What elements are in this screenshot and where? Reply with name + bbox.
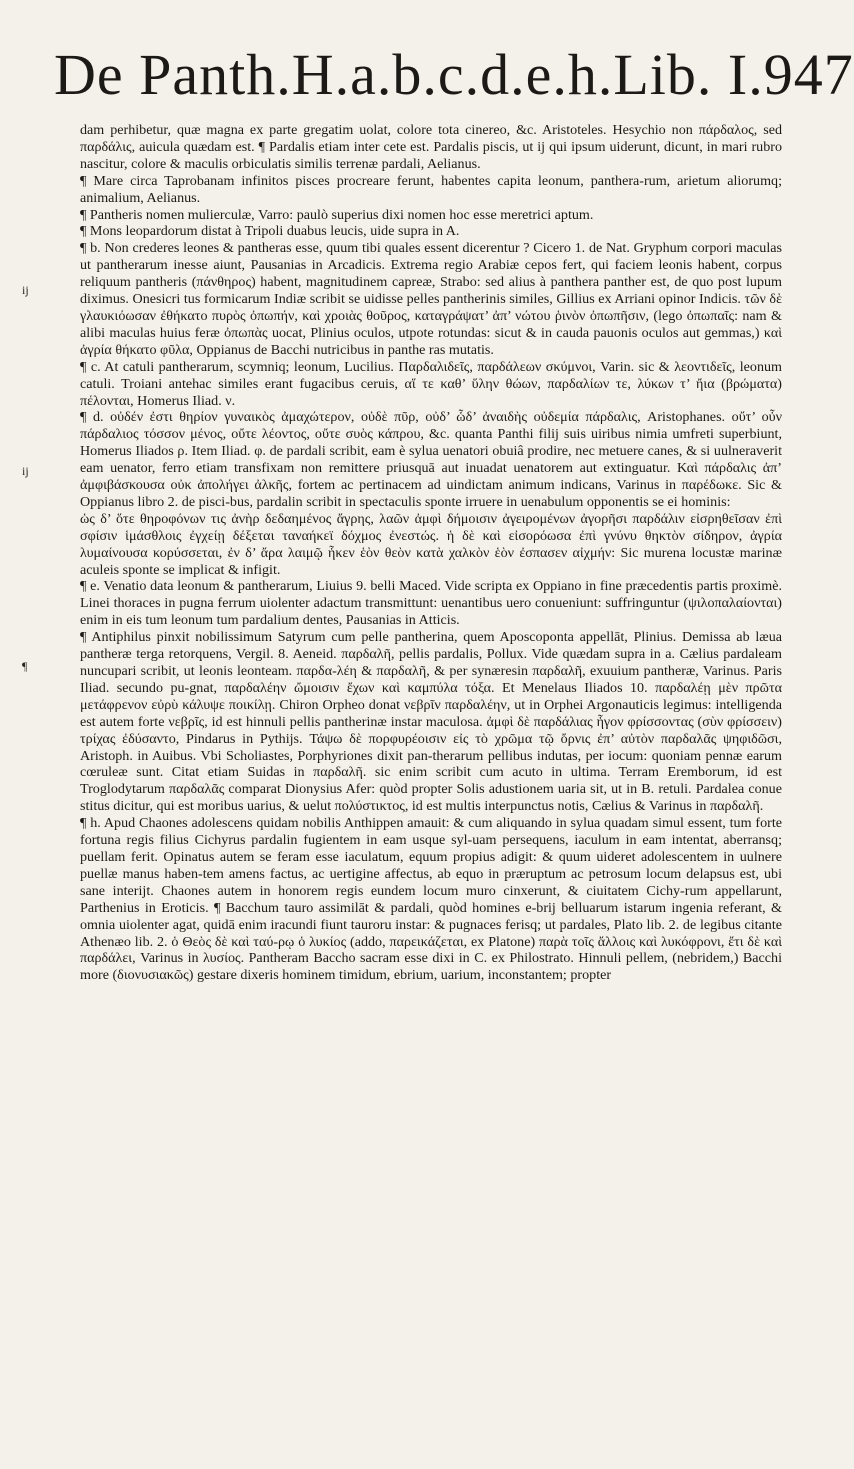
margin-note: ij xyxy=(22,283,29,297)
page-number: 947 xyxy=(763,42,854,107)
margin-note: ¶ xyxy=(22,659,28,673)
running-header xyxy=(54,42,854,112)
paragraph: ¶ h. Apud Chaones adolescens quidam nobilis Anthippen amauit: & cum aliquando in sylua quadam simul essent, tum forte fortuna regis filius Cichyrus pardalin fugientem in eam usque syl-uam persequens, iaculum in eam intentat, aberransq; puellam ferit. Opinatus autem se feram esse iaculatum, equum propius adigit: & quum uideret adolescentem in uulnere puellæ manus haben-tem amens factus, ac uertigine affectus, ab equo in præruptum ac petrosum locum delapsus est, ubi sane interijt. Chaones autem in honorem regis eundem locum muro cinxerunt, & ciuitatem Cichy-rum appellarunt, Parthenius in Eroticis. ¶ Bacchum tauro assimilāt & pardali, quòd homines e-brij belluarum istarum ingenia referant, & omnia uiolenter agat, quidā enim iracundi fiunt tauroru instar: & pugnaces ferisq; ut pardales, Plato lib. 2. de legibus citante Athenæo lib. 2. ὁ Θεὸς δὲ καὶ ταύ-ρῳ ὁ λυκίος (addo, παρεικάζεται, ex Platone) παρὰ τοῖς ἄλλοις καὶ λυκόφρονι, ἔτι δὲ καὶ παρδάλει, Varinus in λυσίος. Pantheram Baccho sacram esse dixi in C. ex Philostrato. Hinnuli pellem, (nebridem,) Bacchi more (διονυσιακῶς) gestare dixeris hominem timidum, ebrium, uarium, inconstantem; propter xyxy=(80,815,782,984)
paragraph: ¶ d. οὐδέν ἐστι θηρίον γυναικὸς ἀμαχώτερον, οὐδὲ πῦρ, οὐδ’ ὧδ’ ἀναιδὴς οὐδεμία πάρδαλις, Aristophanes. οὔτ’ οὖν πάρδαλιος τόσσον μένος, οὔτε λέοντος, οὔτε συὸς κάπρου, &c. quanta Panthi filij suis uiribus nimia umfreti superbiunt, Homerus Iliados ρ. Item Iliad. φ. de pardali scribit, eam è sylua uenatori obuiâ prodire, nec metuere canes, & si uulneraverit eam uenator, ferro etiam transfixam non remittere priusquā aut inuadat uenatorem aut extinguatur. Καὶ πάρδαλις ἀπ’ ἀμφιβάσκουσα οὐκ ἀπολήγει ἀλκῆς, fortem ac pertinacem ad uindictam animum indicans, Varinus in παρέδωκε. Sic & Oppianus libro 2. de pisci-bus, pardalin scribit in spectaculis sponte irruere in uenabulum opponentis se ei hominis: xyxy=(80,409,782,510)
body-text xyxy=(80,122,782,984)
header-book: Lib. I. xyxy=(613,42,764,107)
paragraph: ¶ Mons leopardorum distat à Tripoli duabus leucis, uide supra in A. xyxy=(80,223,460,240)
paragraph: dam perhibetur, quæ magna ex parte gregatim uolat, colore tota cinereo, &c. Aristoteles. Hesychio non πάρδαλος, sed παρδάλις, auicula quædam est. ¶ Pardalis etiam inter cete est. Pardalis piscis, ut ij qui ipsum uiderunt, dicunt, in mari rubro nascitur, colore & maculis orbiculatis similis terrenæ pardali, Aelianus. xyxy=(80,122,782,172)
paragraph: ¶ Mare circa Taprobanam infinitos pisces procreare ferunt, habentes capita leonum, panthera-rum, arietum aliorumq; animalium, Aelianus. xyxy=(80,172,782,206)
paragraph: ¶ Pantheris nomen mulierculæ, Varro: paulò superius dixi nomen hoc esse meretrici aptum. xyxy=(80,206,594,223)
header-sections: H.a.b.c.d.e.h. xyxy=(291,42,614,107)
header-title: De Panth. xyxy=(54,42,292,107)
paragraph: ¶ Antiphilus pinxit nobilissimum Satyrum cum pelle pantherina, quem Aposcoponta appellāt, Plinius. Demissa ab læua pantheræ terga retorquens, Vergil. 8. Aeneid. παρδαλῆ, pellis pardalis, Pollux. Vide quædam supra in a. Cælius pardaleam nuncupari scribit, ut leonis leonteam. παρδα-λέη & παρδαλῆ, & per synæresin παρδαλῆ, exuuium pantheræ, Varinus. Paris Iliad. secundo pu-gnat, παρδαλέην ὤμοισιν ἔχων καὶ καμπύλα τόξα. Et Menelaus Iliados 10. παρδαλέῃ μὲν πρῶτα μετάφρενον εὐρὺ κάλυψε ποικίλῃ. Chiron Orpheo donat νεβρῖν παρδαλέην, ut in Orphei Argonauticis legimus: intelligenda est autem forte νεβρῖς, id est hinnuli pellis pantherinæ instar maculosa. ἀμφὶ δὲ παρδάλιας ἦγον φρίσσοντας (σὺν φρίσσειν) τρίχας ἐδύσαντο, Pindarus in Pythijs. Τάψω δὲ πορφυρέοισιν εἰς τὸ χρῶμα τῷ ὄρνις ἐπ’ αὐτὸν παρδαλᾶς ψηφιδῶσι, Aristoph. in Auibus. Vbi Scholiastes, Porphyriones dixit pan-therarum pellibus indutas, per iocum: quoniam pennæ earum cœruleæ sunt. Citat etiam Suidas in παρδαλῆ. sic enim scribit cum acuto in ultima. Terram Eremborum, id est Troglodytarum παρδαλᾶς comparat Dionysius Afer: quòd propter Solis adustionem uaria sit, ut in B. retuli. Pardalea conue stitus dicitur, qui est moribus uarius, & uelut πολύστικτος, id est multis interpunctus notis, Cælius & Varinus in παρδαλῆ. xyxy=(80,629,782,815)
paragraph: ¶ e. Venatio data leonum & pantherarum, Liuius 9. belli Maced. Vide scripta ex Oppiano in fine præcedentis partis proximè. Linei thoraces in pugna ferrum uiolenter adactum transmittunt: uenantibus uero conueniunt: suffringuntur (ψιλοπαλαίονται) enim in eis tum leonum tum pardalium dentes, Pausanias in Atticis. xyxy=(80,578,782,629)
margin-note: ij xyxy=(22,464,29,478)
paragraph: ¶ c. At catuli pantherarum, scymniq; leonum, Lucilius. Παρδαλιδεῖς, παρδάλεων σκύμνοι, Varin. sic & λεοντιδεῖς, leonum catuli. Troiani antehac similes erant fugacibus ceruis, αἵ τε καθ’ ὕλην θώων, παρδαλίων τε, λύκων τ’ ἤια (βρώματα) πέλονται, Homerus Iliad. ν. xyxy=(80,358,782,409)
greek-verse: ὡς δ’ ὅτε θηροφόνων τις ἀνὴρ δεδαημένος ἄγρης, λαῶν ἀμφὶ δήμοισιν ἀγειρομένων ἀγορῆσι παρδάλιν εἰσρηθεῖσαν ἐπὶ σφίσιν ἱμάσθλοις ἐγχείῃ δέξεται ταναήκεϊ δόχμος ἐνεστώς. ἡ δὲ καὶ εἰσορόωσα ἐπὶ γνύνυ θηκτὸν σίδηρον, ἀγρία λυμαίνουσα κορύσσεται, ἐν δ’ ἄρα λαιμῷ ἧκεν ἑὸν θεὸν κατὰ χαλκὸν ἑὸν ἐσπασεν αἰχμήν: Sic murena locustæ marinæ aculeis sponte se implicat & infigit. xyxy=(80,510,782,578)
paragraph: ¶ b. Non crederes leones & pantheras esse, quum tibi quales essent dicerentur ? Cicero 1. de Nat. Gryphum corpori maculas ut pantherarum inesse aiunt, Pausanias in Arcadicis. Extrema regio Arabiæ cepos fert, qui faciem leonis habent, corpus reliquum pantheris (πάνθηρος) habent, magnitudinem capreæ, Strabo: sed alius à panthera panther est, de quo post lupum diximus. Onesicri tus formicarum Indiæ scribit se uidisse pelles pantherinis similes, Gillius ex Arriani opinor Indicis. τῶν δὲ γλαυκιόωσαν ἐθήκατο πυρὸς ὀπωπήν, καὶ χροιὰς θοῦρος, καταγράψατ’ ἀπ’ νώτου ῥινὸν ὀπωπῆσιν, (lego ὀπωπαῖς: nam & alibi maculas huius feræ ὀπωπὰς uocat, Plinius oculos, utpote rotundas: sicut & in cauda pauonis oculos aut gemmas,) καὶ ἀγρία θήκατο φῦλα, Oppianus de Bacchi nutricibus in panthe ras mutatis. xyxy=(80,240,782,358)
